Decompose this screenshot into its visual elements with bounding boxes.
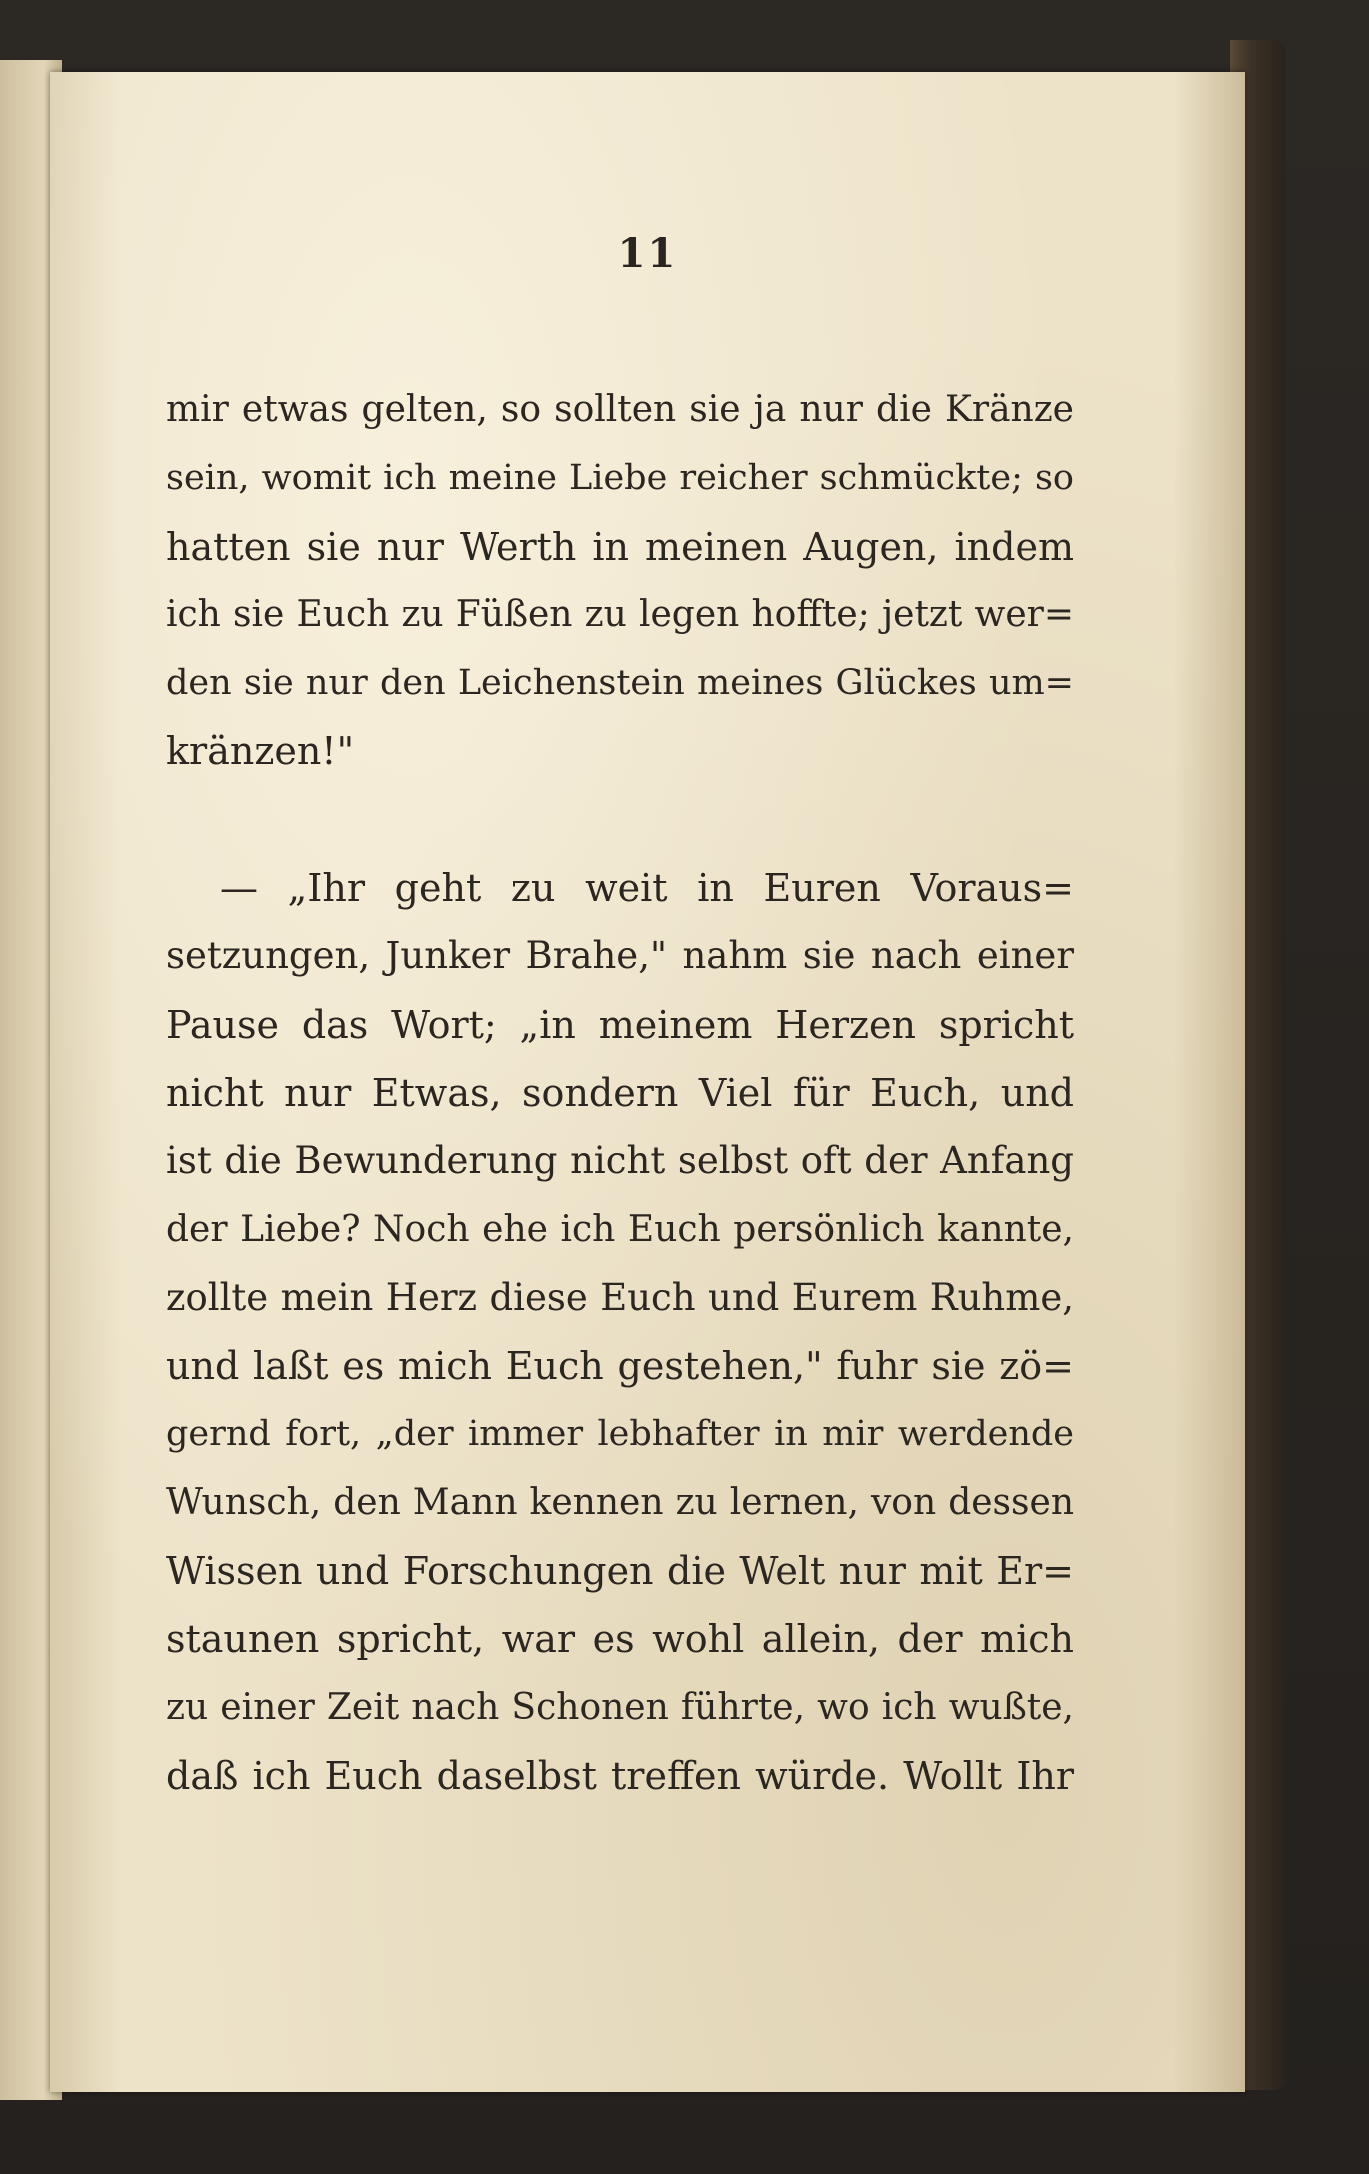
text-line: hatten sie nur Werth in meinen Augen, indem: [166, 524, 1074, 569]
paragraph-gap: [166, 786, 1074, 854]
text-line: Wissen und Forschungen die Welt nur mit Er=: [166, 1549, 1074, 1594]
text-line: ich sie Euch zu Füßen zu legen hoffte; jetzt wer=: [166, 593, 1074, 635]
text-line: zollte mein Herz diese Euch und Eurem Ruhme,: [166, 1275, 1074, 1319]
text-line: den sie nur den Leichenstein meines Glückes um=: [166, 663, 1074, 704]
text-line: Pause das Wort; „in meinem Herzen spricht: [166, 1002, 1074, 1047]
text-line: daß ich Euch daselbst treffen würde. Wollt Ihr: [166, 1753, 1074, 1798]
text-line: Wunsch, den Mann kennen zu lernen, von dessen: [166, 1481, 1074, 1523]
text-line: nicht nur Etwas, sondern Viel für Euch, und: [166, 1070, 1074, 1115]
text-line: sein, womit ich meine Liebe reicher schmückte; so: [166, 458, 1074, 499]
book-page: [50, 72, 1245, 2092]
text-line: mir etwas gelten, so sollten sie ja nur die Kränze: [166, 389, 1074, 430]
text-line: und laßt es mich Euch gestehen," fuhr sie zö=: [166, 1344, 1074, 1389]
text-line: setzungen, Junker Brahe," nahm sie nach einer: [166, 934, 1074, 978]
page-text: [166, 376, 1074, 1810]
text-line: staunen spricht, war es wohl allein, der mich: [166, 1617, 1074, 1662]
page-number: 11: [617, 230, 678, 277]
text-line: der Liebe? Noch ehe ich Euch persönlich kannte,: [166, 1208, 1074, 1250]
text-line: — „Ihr geht zu weit in Euren Voraus=: [220, 866, 1074, 911]
text-line: zu einer Zeit nach Schonen führte, wo ich wußte,: [166, 1686, 1074, 1728]
text-line: kränzen!": [166, 729, 355, 774]
text-line: ist die Bewunderung nicht selbst oft der Anfang: [166, 1139, 1074, 1183]
text-line: gernd fort, „der immer lebhafter in mir werdende: [166, 1414, 1074, 1455]
